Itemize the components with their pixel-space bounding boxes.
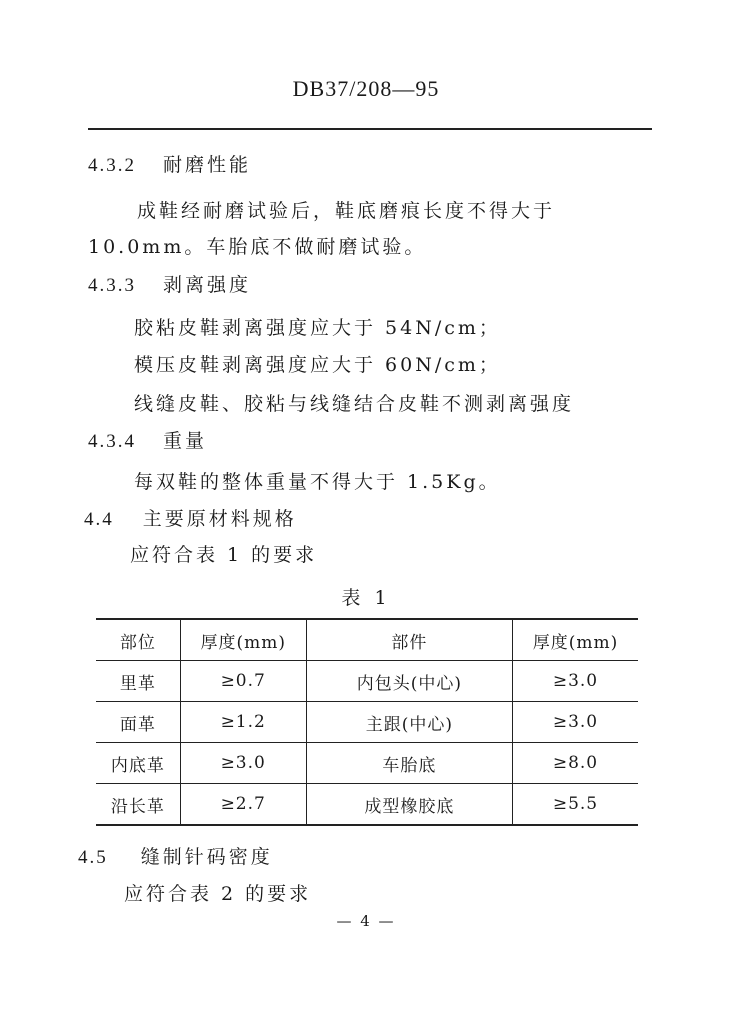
section-title: 重量 <box>163 430 208 452</box>
cell-component: 车胎底 <box>306 743 512 784</box>
section-4-4-line1: 应符合表 1 的要求 <box>130 544 318 566</box>
cell-thickness: ≥0.7 <box>180 661 306 702</box>
section-4-3-2-heading <box>88 150 251 177</box>
cell-thickness-2: ≥8.0 <box>512 743 638 784</box>
section-4-3-3-line1: 胶粘皮鞋剥离强度应大于 54N/cm； <box>134 317 501 339</box>
section-4-4-heading <box>84 504 297 531</box>
section-4-3-3-heading <box>88 270 251 297</box>
cell-thickness: ≥3.0 <box>180 743 306 784</box>
page-number: — 4 — <box>336 912 396 930</box>
cell-thickness-2: ≥5.5 <box>512 784 638 826</box>
section-4-3-2-line2: 10.0mm。车胎底不做耐磨试验。 <box>88 236 427 258</box>
cell-part: 内底革 <box>96 743 180 784</box>
cell-part: 面革 <box>96 702 180 743</box>
cell-thickness: ≥1.2 <box>180 702 306 743</box>
cell-thickness-2: ≥3.0 <box>512 661 638 702</box>
header-thickness: 厚度(mm) <box>180 619 306 661</box>
materials-spec-table <box>96 618 638 826</box>
section-number: 4.3.4 <box>88 431 136 452</box>
cell-part: 里革 <box>96 661 180 702</box>
cell-component: 成型橡胶底 <box>306 784 512 826</box>
header-component: 部件 <box>306 619 512 661</box>
section-4-3-4-line1: 每双鞋的整体重量不得大于 1.5Kg。 <box>134 471 501 493</box>
section-4-3-3-line2: 模压皮鞋剥离强度应大于 60N/cm； <box>134 354 501 376</box>
section-4-3-3-line3: 线缝皮鞋、胶粘与线缝结合皮鞋不测剥离强度 <box>134 393 575 415</box>
section-number: 4.4 <box>84 509 114 530</box>
section-title: 剥离强度 <box>163 274 252 296</box>
cell-thickness: ≥2.7 <box>180 784 306 826</box>
table-caption: 表 1 <box>341 587 391 609</box>
section-title: 主要原材料规格 <box>142 508 297 530</box>
table-row <box>96 661 638 702</box>
table-row <box>96 784 638 826</box>
section-number: 4.5 <box>78 847 108 868</box>
cell-part: 沿长革 <box>96 784 180 826</box>
section-title: 缝制针码密度 <box>140 846 273 868</box>
header-thickness-2: 厚度(mm) <box>512 619 638 661</box>
section-4-3-4-heading <box>88 426 207 453</box>
section-4-5-heading <box>78 842 273 869</box>
cell-thickness-2: ≥3.0 <box>512 702 638 743</box>
section-number: 4.3.2 <box>88 155 136 176</box>
standard-code: DB37/208—95 <box>292 76 440 101</box>
header-part: 部位 <box>96 619 180 661</box>
table-header-row <box>96 619 638 661</box>
cell-component: 主跟(中心) <box>306 702 512 743</box>
cell-component: 内包头(中心) <box>306 661 512 702</box>
header-rule <box>88 128 652 130</box>
section-4-3-2-line1: 成鞋经耐磨试验后，鞋底磨痕长度不得大于 <box>137 200 556 222</box>
section-4-5-line1: 应符合表 2 的要求 <box>124 883 312 905</box>
section-title: 耐磨性能 <box>163 154 252 176</box>
section-number: 4.3.3 <box>88 275 136 296</box>
table-row <box>96 702 638 743</box>
table-row <box>96 743 638 784</box>
